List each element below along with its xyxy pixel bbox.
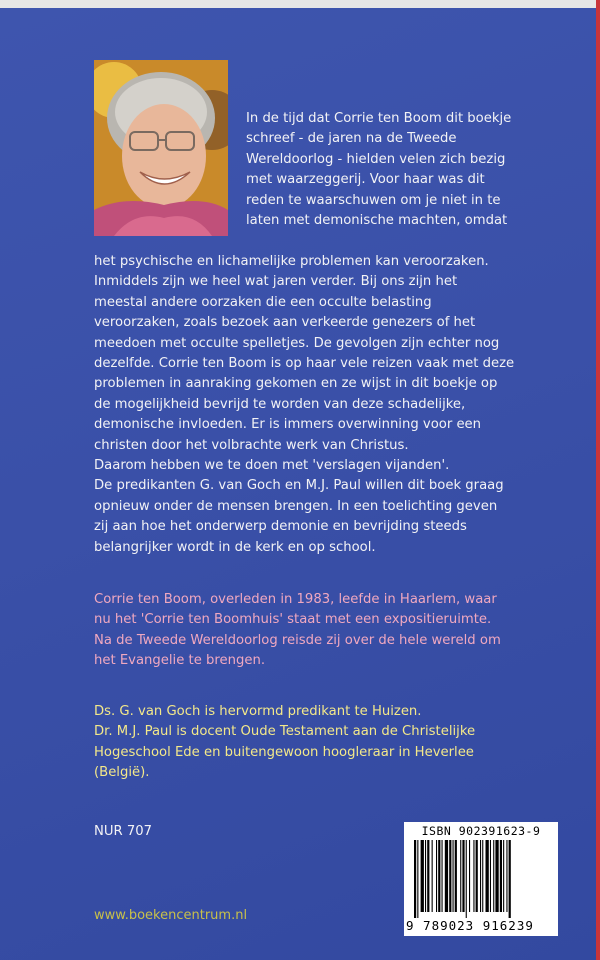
intro-line: reden te waarschuwen om je niet in te: [246, 192, 501, 208]
barcode-bar: [469, 840, 470, 912]
barcode-bar: [442, 840, 443, 912]
isbn-number: ISBN 902391623-9: [421, 824, 541, 838]
intro-line: met waarzeggerij. Voor haar was dit: [246, 172, 485, 188]
main-line: zij aan hoe het onderwerp demonie en bevrijding steeds: [94, 519, 467, 535]
main-line: Inmiddels zijn we heel wat jaren verder. Bij ons zijn het: [94, 274, 458, 290]
author-bio-line: nu het 'Corrie ten Boomhuis' staat met een expositieruimte.: [94, 612, 492, 628]
main-line: veroorzaken, zoals bezoek aan verkeerde genezers of het: [94, 315, 476, 331]
intro-line: laten met demonische machten, omdat: [246, 213, 508, 229]
publisher-website[interactable]: www.boekencentrum.nl: [94, 908, 248, 923]
barcode-bar: [436, 840, 437, 912]
isbn-barcode: [404, 822, 558, 936]
spine-edge: [596, 0, 600, 960]
main-line: meedoen met occulte spelletjes. De gevolgen zijn echter nog: [94, 335, 500, 351]
barcode-bar: [466, 840, 467, 918]
barcode-bar: [480, 840, 481, 912]
intro-line: schreef - de jaren na de Tweede: [246, 131, 457, 147]
barcode-bar: [493, 840, 494, 912]
author-bio-line: Na de Tweede Wereldoorlog reisde zij over de hele wereld om: [94, 632, 501, 648]
barcode-bar: [495, 840, 498, 912]
barcode-bar: [509, 840, 511, 918]
barcode-bars: [414, 840, 548, 918]
barcode-bar: [449, 840, 451, 912]
main-line: problemen in aanraking gekomen en ze wijst in dit boekje op: [94, 376, 498, 392]
barcode-bar: [486, 840, 489, 912]
barcode-bar: [503, 840, 504, 912]
barcode-bar: [453, 840, 454, 912]
barcode-bar: [500, 840, 502, 912]
main-line: opnieuw onder de mensen brengen. In een toelichting geven: [94, 498, 498, 514]
editors-paragraph: [94, 702, 554, 784]
main-line: dezelfde. Corrie ten Boom is op haar vele reizen vaak met deze: [94, 356, 515, 372]
main-line: De predikanten G. van Goch en M.J. Paul willen dit boek graag: [94, 478, 504, 494]
main-line: Daarom hebben we te doen met 'verslagen vijanden'.: [94, 458, 450, 474]
barcode-bar: [476, 840, 478, 912]
intro-line: In de tijd dat Corrie ten Boom dit boekje: [246, 111, 512, 126]
main-line: belangrijker wordt in de kerk en op school.: [94, 539, 376, 555]
author-bio-paragraph: [94, 590, 554, 672]
author-photo: [94, 60, 228, 236]
barcode-bar: [455, 840, 457, 912]
barcode-bar: [417, 840, 418, 918]
author-bio-line: Corrie ten Boom, overleden in 1983, leefde in Haarlem, waar: [94, 592, 497, 607]
barcode-bar: [490, 840, 491, 912]
barcode-bar: [425, 840, 426, 912]
editors-line: Dr. M.J. Paul is docent Oude Testament aan de Christelijke: [94, 724, 476, 740]
intro-paragraph: [246, 109, 536, 231]
main-line: meestal andere oorzaken die een occulte belasting: [94, 294, 432, 310]
editors-line: (België).: [94, 765, 150, 781]
nur-code: NUR 707: [94, 824, 153, 839]
intro-line: Wereldoorlog - hielden velen zich bezig: [246, 151, 506, 167]
main-line: demonische invloeden. Er is immers overwinning voor een: [94, 417, 482, 433]
barcode-bar: [460, 840, 461, 912]
barcode-bar: [445, 840, 448, 912]
barcode-bar: [482, 840, 483, 912]
barcode-bar: [421, 840, 424, 912]
main-paragraph: [94, 252, 554, 558]
main-line: het psychische en lichamelijke problemen kan veroorzaken.: [94, 254, 489, 269]
main-line: de mogelijkheid bevrijd te worden van deze schadelijke,: [94, 396, 466, 412]
barcode-bar: [427, 840, 429, 912]
barcode-bar: [414, 840, 416, 918]
barcode-bar: [473, 840, 474, 912]
main-line: christen door het volbrachte werk van Christus.: [94, 437, 409, 453]
editors-line: Ds. G. van Goch is hervormd predikant te Huizen.: [94, 704, 422, 719]
author-bio-line: het Evangelie te brengen.: [94, 653, 266, 669]
barcode-bar: [438, 840, 440, 912]
barcode-bar: [432, 840, 433, 912]
barcode-digits: 9 789023 916239: [406, 918, 534, 933]
barcode-bar: [506, 840, 507, 912]
editors-line: Hogeschool Ede en buitengewoon hoogleraar in Heverlee: [94, 744, 474, 760]
barcode-bar: [462, 840, 464, 912]
